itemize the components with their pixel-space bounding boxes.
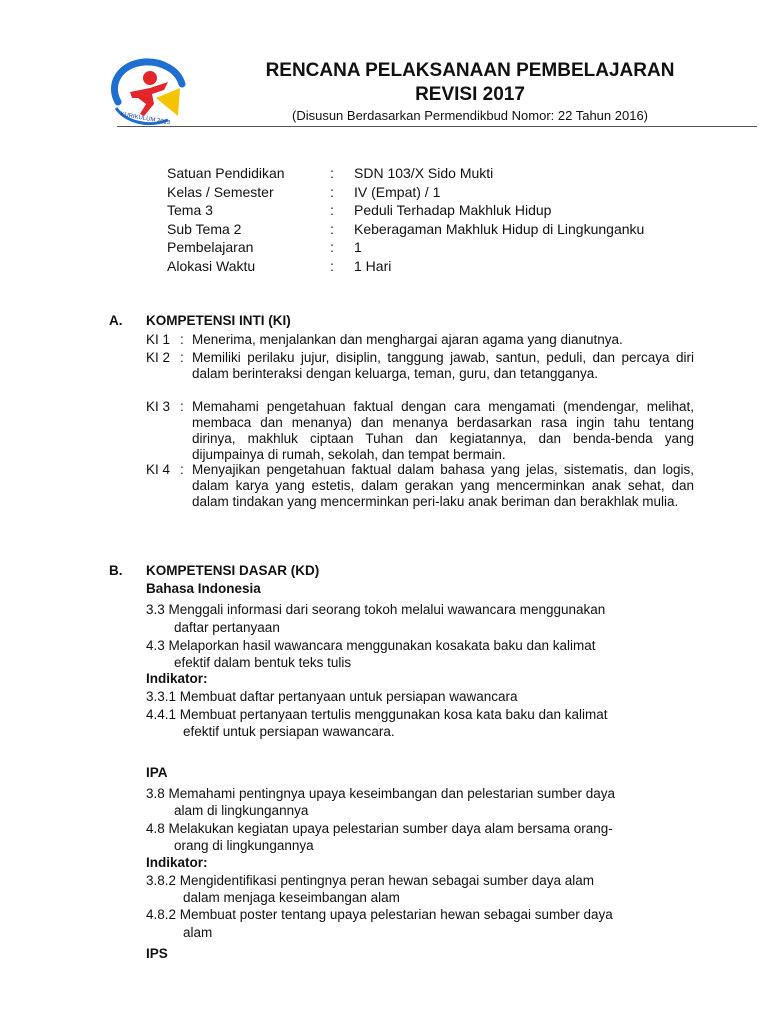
ki-code: KI 3 [146, 399, 171, 414]
ki-text: Menerima, menjalankan dan menghargai ajaran agama yang dianutnya. [192, 332, 623, 347]
subject-title-ips: IPS [146, 946, 168, 961]
section-b-heading: KOMPETENSI DASAR (KD) [146, 563, 320, 578]
identity-value: 1 [354, 239, 362, 255]
ki-text: Memahami pengetahuan faktual dengan cara mengamati (mendengar, melihat, membaca dan menanya) dan menanya berdasarkan rasa ingin tahu tentang dirinya, makhluk ciptaan Tuhan dan kegiatannya, dan benda-benda yang dijumpainya di rumah, sekolah, dan tempat bermain. [192, 399, 694, 462]
kd-item: 3.3 Menggali informasi dari seorang tokoh melalui wawancara menggunakan [146, 602, 606, 617]
identity-colon: : [330, 202, 334, 218]
ki-separator: : [180, 332, 184, 347]
identity-label: Satuan Pendidikan [167, 165, 285, 181]
identity-label: Kelas / Semester [167, 184, 274, 200]
indikator-item: 4.4.1 Membuat pertanyaan tertulis menggunakan kosa kata baku dan kalimat [146, 707, 608, 722]
kd-item: 4.8 Melakukan kegiatan upaya pelestarian sumber daya alam bersama orang- [146, 821, 613, 836]
identity-colon: : [330, 221, 334, 237]
indikator-item-continuation: dalam menjaga keseimbangan alam [183, 890, 400, 905]
kd-item: 4.3 Melaporkan hasil wawancara menggunakan kosakata baku dan kalimat [146, 638, 596, 653]
ki-code: KI 4 [146, 462, 171, 477]
ki-text: Memiliki perilaku jujur, disiplin, tanggung jawab, santun, peduli, dan percaya diri dalam berinteraksi dengan keluarga, teman, guru, dan tetangganya. [192, 350, 694, 381]
indikator-item: 4.8.2 Membuat poster tentang upaya pelestarian hewan sebagai sumber daya [146, 907, 613, 922]
subject-title-bahasa: Bahasa Indonesia [146, 581, 261, 596]
identity-value: Peduli Terhadap Makhluk Hidup [354, 202, 552, 218]
identity-value: IV (Empat) / 1 [354, 184, 441, 200]
section-b-letter: B. [109, 563, 123, 578]
identity-value: SDN 103/X Sido Mukti [354, 165, 494, 181]
document-subtitle: (Disusun Berdasarkan Permendikbud Nomor: 22 Tahun 2016) [291, 108, 648, 123]
document-title: RENCANA PELAKSANAAN PEMBELAJARAN [265, 60, 675, 81]
indikator-label: Indikator: [146, 855, 208, 870]
kd-item-continuation: efektif dalam bentuk teks tulis [174, 655, 352, 670]
section-a-letter: A. [109, 313, 123, 328]
section-a-heading: KOMPETENSI INTI (KI) [146, 313, 291, 328]
kd-item-continuation: alam di lingkungannya [174, 803, 309, 818]
identity-value: 1 Hari [354, 258, 392, 274]
ki-code: KI 2 [146, 350, 171, 365]
identity-label: Alokasi Waktu [167, 258, 256, 274]
kurikulum-2013-logo [106, 58, 190, 130]
kd-item: 3.8 Memahami pentingnya upaya keseimbangan dan pelestarian sumber daya [146, 786, 616, 801]
identity-label: Pembelajaran [167, 239, 254, 255]
identity-colon: : [330, 239, 334, 255]
identity-colon: : [330, 258, 334, 274]
ki-separator: : [180, 399, 184, 414]
ki-separator: : [180, 350, 184, 365]
kd-item-continuation: daftar pertanyaan [174, 620, 280, 635]
identity-colon: : [330, 165, 334, 181]
logo-caption: KURIKULUM 2013 [119, 111, 171, 127]
ki-text: Menyajikan pengetahuan faktual dalam bahasa yang jelas, sistematis, dan logis, dalam karya yang estetis, dalam gerakan yang mencerminkan anak sehat, dan dalam tindakan yang mencerminkan peri-laku anak beriman dan berakhlak mulia. [192, 462, 694, 509]
header-divider [117, 126, 757, 127]
document-title-revision: REVISI 2017 [415, 84, 525, 105]
identity-value: Keberagaman Makhluk Hidup di Lingkunganku [354, 221, 645, 237]
ki-code: KI 1 [146, 332, 171, 347]
subject-title-ipa: IPA [146, 765, 168, 780]
indikator-item: 3.3.1 Membuat daftar pertanyaan untuk persiapan wawancara [146, 689, 518, 704]
indikator-item-continuation: alam [183, 925, 213, 940]
identity-label: Tema 3 [167, 202, 213, 218]
ki-separator: : [180, 462, 184, 477]
indikator-item-continuation: efektif untuk persiapan wawancara. [183, 724, 395, 739]
identity-label: Sub Tema 2 [167, 221, 242, 237]
indikator-label: Indikator: [146, 671, 208, 686]
kd-item-continuation: orang di lingkungannya [174, 838, 314, 853]
identity-colon: : [330, 184, 334, 200]
indikator-item: 3.8.2 Mengidentifikasi pentingnya peran hewan sebagai sumber daya alam [146, 873, 595, 888]
